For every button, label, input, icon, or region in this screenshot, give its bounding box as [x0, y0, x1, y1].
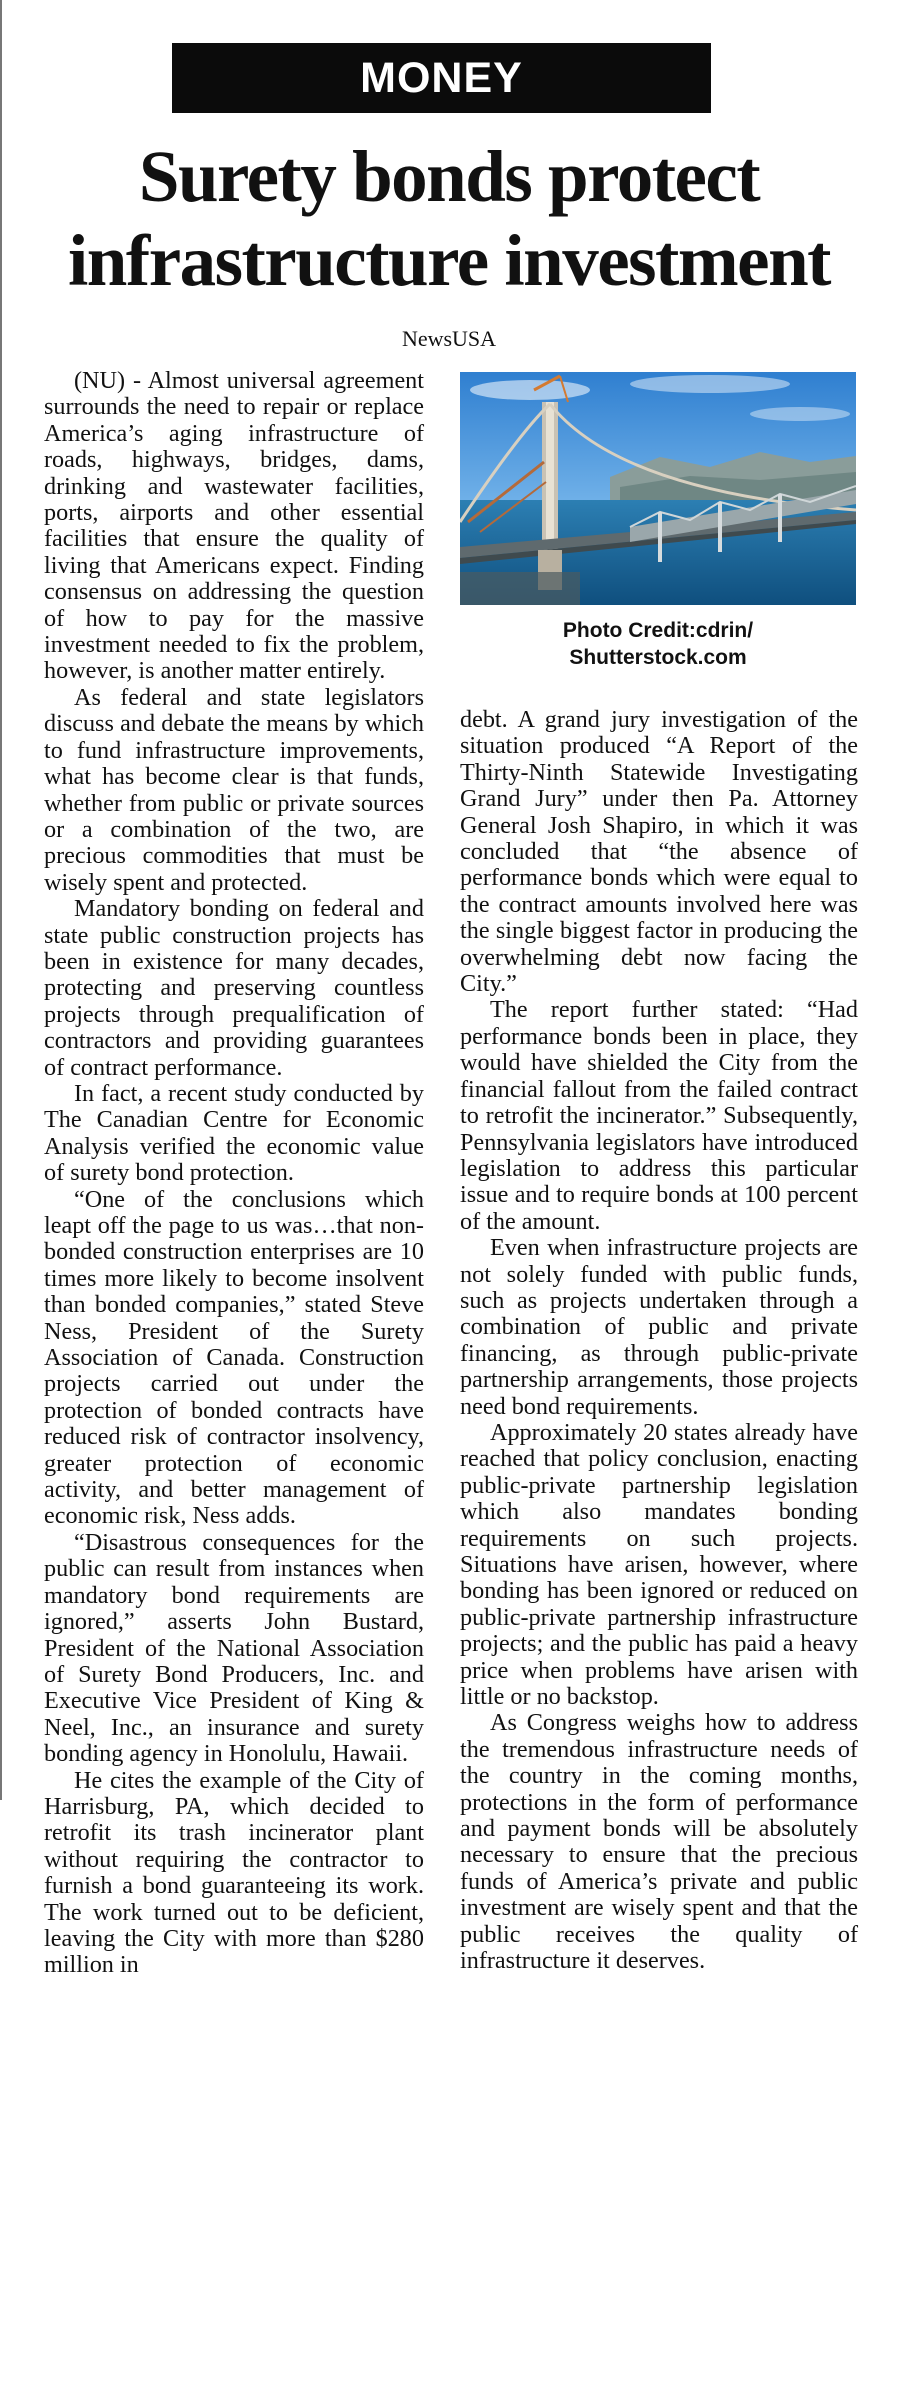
- photo-credit: [460, 617, 856, 671]
- paragraph: debt. A grand jury investigation of the situation produced “A Report of the Thirty-Ninth Statewide Investigating Grand Jury” under then Pa. Attorney General Josh Shapiro, in which it was concluded that “the absence of performance bonds which were equal to the contract amounts involved here was the single biggest factor in producing the overwhelming debt now facing the City.”: [460, 706, 858, 998]
- section-banner: MONEY: [172, 43, 711, 113]
- paragraph: As federal and state legislators discuss and debate the means by which to fund infrastructure improvements, what has become clear is that funds, whether from public or private sources or a combination of the two, are precious commodities that must be wisely spent and protected.: [44, 683, 424, 896]
- paragraph: (NU) - Almost universal agreement surrounds the need to repair or replace America’s aging infrastructure of roads, highways, bridges, dams, drinking and wastewater facilities, ports, airports and other essential facilities that ensure the quality of living that Americans expect. Finding consensus on addressing the question of how to pay for the massive investment needed to fix the problem, however, is another matter entirely.: [44, 367, 424, 685]
- paragraph: “Disastrous consequences for the public can result from instances when mandatory bond requirements are ignored,” asserts John Bustard, President of the National Association of Surety Bond Producers, Inc. and Executive Vice President of King & Neel, Inc., an insurance and surety bonding agency in Honolulu, Hawaii.: [44, 1528, 424, 1768]
- page-edge-rule: [0, 0, 2, 1800]
- paragraph: The report further stated: “Had performance bonds been in place, they would have shielded the City from the financial fallout from the failed contract to retrofit the incinerator.” Subsequently, Pennsylvania legislators have introduced legislation to address this particular issue and to require bonds at 100 percent of the amount.: [460, 996, 858, 1235]
- paragraph: In fact, a recent study conducted by The Canadian Centre for Economic Analysis verified the economic value of surety bond protection.: [44, 1079, 424, 1187]
- bridge-photo: [460, 372, 856, 605]
- headline: [30, 135, 868, 303]
- headline-line-2: infrastructure investment: [68, 220, 830, 301]
- article-column-right: [460, 707, 858, 2367]
- paragraph: Mandatory bonding on federal and state public construction projects has been in existence for many decades, protecting and preserving countless projects through prequalification of contractors and providing guarantees of contract performance.: [44, 895, 424, 1081]
- article-column-left: [44, 368, 424, 2378]
- paragraph: He cites the example of the City of Harrisburg, PA, which decided to retrofit its trash incinerator plant without requiring the contractor to furnish a bond guaranteeing its work. The work turned out to be deficient, leaving the City with more than $280 million in: [44, 1766, 424, 1979]
- headline-line-1: Surety bonds protect: [138, 136, 760, 217]
- byline: NewsUSA: [401, 326, 497, 351]
- paragraph: “One of the conclusions which leapt off the page to us was…that non-bonded construction enterprises are 10 times more likely to become insolvent than bonded companies,” stated Steve Ness, President of the Surety Association of Canada. Construction projects carried out under the protection of bonded contracts have reduced risk of contractor insolvency, greater protection of economic activity, and better management of economic risk, Ness adds.: [44, 1185, 424, 1530]
- paragraph: Approximately 20 states already have reached that policy conclusion, enacting public-private partnership legislation which also mandates bonding requirements on such projects. Situations have arisen, however, where bonding has been ignored or reduced on public-private partnership infrastructure projects; and the public has paid a heavy price when problems have arisen with little or no backstop.: [460, 1418, 858, 1711]
- photo-credit-line-1: Photo Credit:cdrin/: [562, 619, 754, 642]
- photo-credit-line-2: Shutterstock.com: [569, 646, 747, 669]
- paragraph: As Congress weighs how to address the tremendous infrastructure needs of the country in the coming months, protections in the form of performance and payment bonds will be absolutely necessary to ensure that the precious funds of America’s private and public investment are wisely spent and that the public receives the quality of infrastructure it deserves.: [460, 1709, 858, 1975]
- paragraph: Even when infrastructure projects are not solely funded with public funds, such as projects undertaken through a combination of public and private financing, as through public-private partnership arrangements, those projects need bond requirements.: [460, 1234, 858, 1420]
